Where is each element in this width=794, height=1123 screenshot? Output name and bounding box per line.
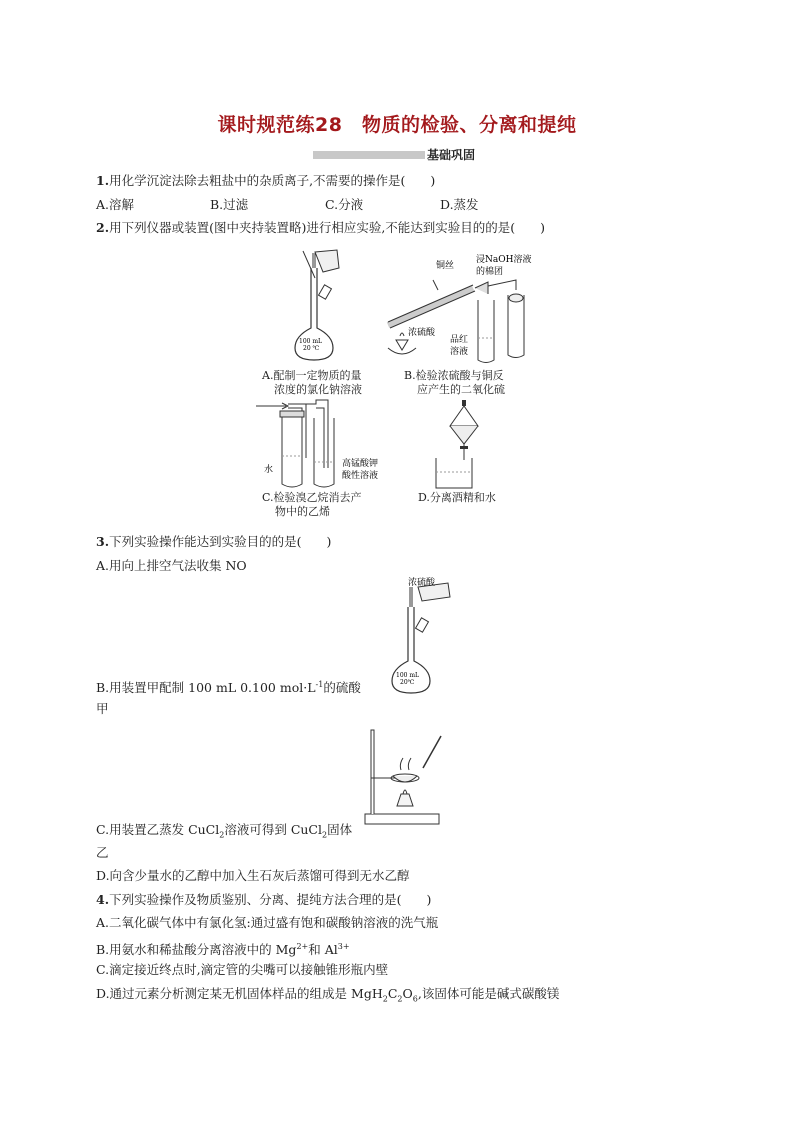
q4-option-b-sup1: 2+	[296, 942, 309, 951]
figure-b-wire-label: 铜丝	[436, 261, 455, 271]
q3-option-c-sub2: 2	[322, 830, 328, 840]
q4-text: 下列实验操作及物质鉴别、分离、提纯方法合理的是( )	[109, 892, 432, 907]
q3-option-d: D.向含少量水的乙醇中加入生石灰后蒸馏可得到无水乙醇	[96, 868, 410, 883]
q4-option-d-o: O	[402, 986, 413, 1001]
figure-a-flask-label-1: 100 mL	[299, 338, 323, 345]
q3-option-c	[96, 822, 352, 844]
figure-d-caption: D.分离酒精和水	[418, 491, 496, 504]
q3-option-c-mid: 溶液可得到 CuCl	[224, 822, 322, 837]
q3-option-c-post: 固体	[327, 822, 353, 837]
q1-number: 1.	[96, 173, 110, 188]
q3-option-a: A.用向上排空气法收集 NO	[96, 558, 247, 573]
q4-option-c: C.滴定接近终点时,滴定管的尖嘴可以接触锥形瓶内壁	[96, 962, 389, 977]
q1-text: 用化学沉淀法除去粗盐中的杂质离子,不需要的操作是( )	[109, 173, 436, 188]
q4-option-d-sub1: 2	[382, 994, 388, 1004]
q3-option-b	[96, 677, 361, 696]
q4-option-b	[96, 939, 350, 958]
q1-stem	[96, 173, 435, 189]
figure-d-separatory-funnel	[428, 400, 488, 490]
q4-option-d-post: ,该固体可能是碱式碳酸镁	[417, 986, 560, 1001]
q4-option-d-c: C	[387, 986, 398, 1001]
figure-jia-acid-label: 浓硫酸	[408, 578, 436, 588]
q3-text: 下列实验操作能达到实验目的的是( )	[109, 534, 332, 549]
q3-stem	[96, 534, 331, 550]
q4-option-b-mid: 和 Al	[308, 942, 338, 958]
figure-yi-label: 乙	[96, 845, 109, 860]
figure-a-volumetric-flask	[285, 248, 345, 363]
q4-option-d-pre: D.通过元素分析测定某无机固体样品的组成是 MgH	[96, 986, 383, 1001]
q4-option-a: A.二氧化碳气体中有氯化氢:通过盛有饱和碳酸钠溶液的洗气瓶	[96, 915, 439, 930]
q3-option-c-pre: C.用装置乙蒸发 CuCl	[96, 822, 220, 837]
figure-jia-flask-label-1: 100 mL	[396, 672, 420, 679]
figure-b-apparatus	[378, 250, 538, 365]
figure-c-apparatus	[256, 398, 396, 490]
figure-jia-flask	[382, 577, 452, 695]
figure-a-caption-1: A.配制一定物质的量	[262, 369, 362, 382]
q4-option-d	[96, 986, 559, 1008]
q3-number: 3.	[96, 534, 110, 549]
q4-option-b-sup2: 3+	[337, 942, 350, 951]
q3-option-b-post: 的硫酸	[323, 680, 361, 696]
figure-b-dye-label-1: 品红	[450, 335, 469, 345]
q4-option-d-sub2: 2	[397, 994, 403, 1004]
q1-option-d: D.蒸发	[440, 197, 479, 212]
figure-b-acid-label: 浓硫酸	[408, 328, 436, 338]
q3-option-b-pre: B.用装置甲配制 100 mL 0.100 mol·L	[96, 680, 316, 696]
figure-a-caption-2: 浓度的氯化钠溶液	[274, 383, 362, 396]
figure-b-dye-label-2: 溶液	[450, 347, 469, 357]
q2-stem	[96, 220, 545, 236]
figure-b-cotton-label-1: 浸NaOH溶液	[476, 255, 532, 265]
figure-c-caption-1: C.检验溴乙烷消去产	[262, 491, 362, 504]
q4-stem	[96, 892, 431, 908]
q2-number: 2.	[96, 220, 110, 235]
figure-a-flask-label-2: 20 ℃	[303, 345, 320, 352]
section-bar	[313, 151, 425, 159]
page-title: 课时规范练28 物质的检验、分离和提纯	[217, 114, 577, 136]
figure-c-kmno4-label-2: 酸性溶液	[342, 471, 379, 481]
figure-jia-label: 甲	[96, 701, 109, 716]
figure-yi-evaporation	[363, 728, 443, 828]
section-label: 基础巩固	[427, 148, 476, 162]
figure-jia-flask-label-2: 20℃	[400, 679, 415, 686]
q4-option-d-sub3: 6	[412, 994, 418, 1004]
figure-b-cotton-label-2: 的棉团	[476, 267, 504, 277]
figure-b-caption-1: B.检验浓硫酸与铜反	[404, 369, 504, 382]
figure-c-kmno4-label-1: 高锰酸钾	[342, 459, 379, 469]
q1-option-a: A.溶解	[96, 197, 135, 212]
figure-c-water-label: 水	[264, 465, 274, 475]
q2-text: 用下列仪器或装置(图中夹持装置略)进行相应实验,不能达到实验目的的是( )	[109, 220, 546, 235]
q1-option-b: B.过滤	[210, 197, 249, 212]
q3-option-b-sup: -1	[315, 680, 324, 689]
q1-option-c: C.分液	[325, 197, 364, 212]
q3-option-c-sub1: 2	[219, 830, 225, 840]
q4-option-b-pre: B.用氨水和稀盐酸分离溶液中的 Mg	[96, 942, 297, 958]
figure-c-caption-2: 物中的乙烯	[275, 505, 330, 518]
q4-number: 4.	[96, 892, 110, 907]
figure-b-caption-2: 应产生的二氧化硫	[417, 383, 505, 396]
